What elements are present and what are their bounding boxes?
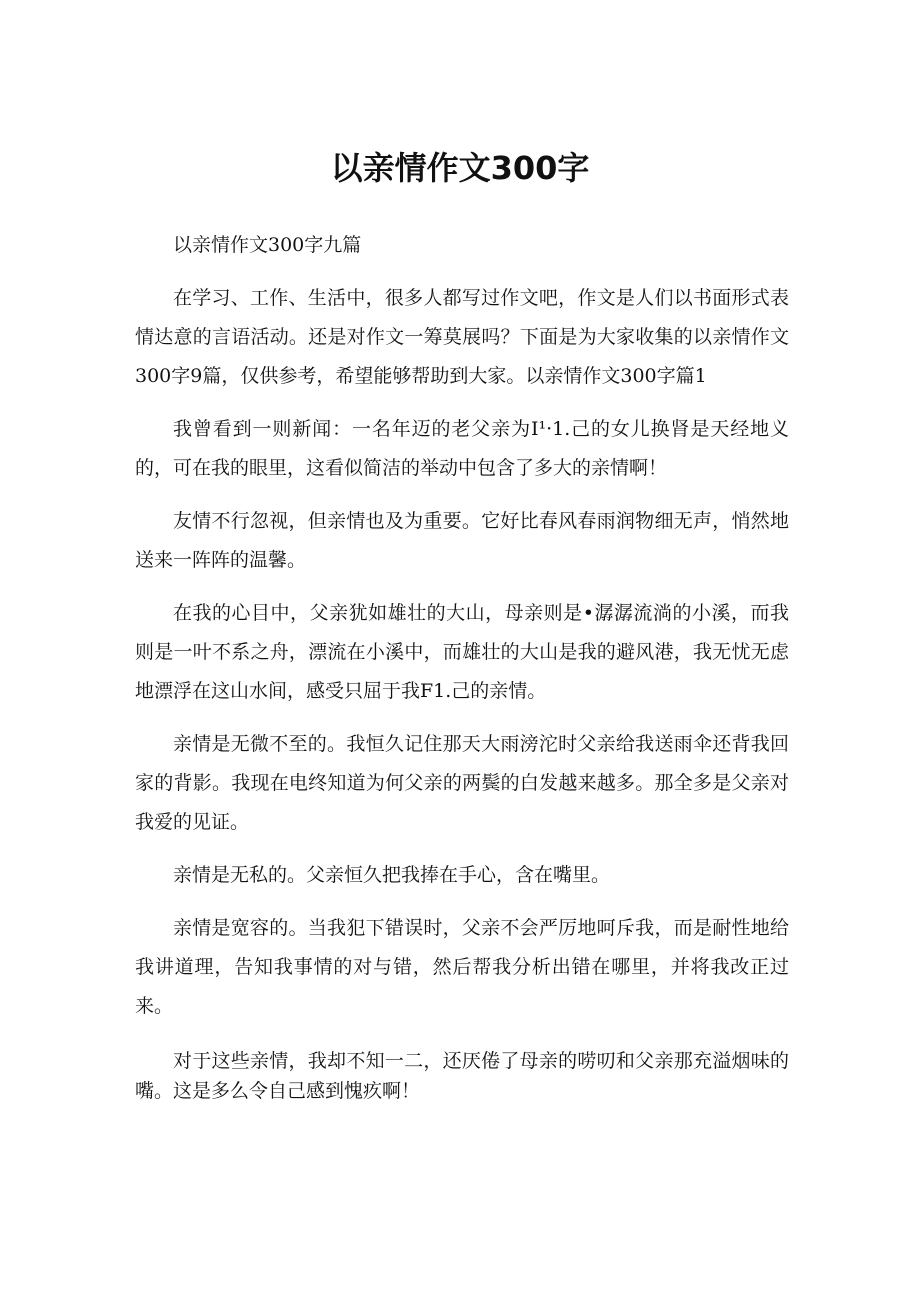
paragraph-intro: 在学习、工作、生活中，很多人都写过作文吧，作文是人们以书面形式表情达意的言语活动。还是对作文一筹莫展吗？下面是为大家收集的以亲情作文300字9篇，仅供参考，希望能够帮助到大家。以亲情作文300字篇1 <box>135 287 789 387</box>
paragraph-news: 我曾看到一则新闻：一名年迈的老父亲为I¹·1.己的女儿换肾是天经地义的，可在我的眼里，这看似简洁的举动中包含了多大的亲情啊！ <box>135 418 789 479</box>
paragraph-friendship: 友情不行忽视，但亲情也及为重要。它好比春风春雨润物细无声，悄然地送来一阵阵的温馨。 <box>135 510 789 571</box>
paragraph-tolerant: 亲情是宽容的。当我犯下错误时，父亲不会严厉地呵斥我，而是耐性地给我讲道理，告知我事情的对与错，然后帮我分析出错在哪里，并将我改正过来。 <box>135 917 789 1017</box>
article-body <box>135 226 789 1120</box>
page-title: 以亲情作文300字 <box>330 149 590 187</box>
paragraph-selfless: 亲情是无私的。父亲恒久把我捧在手心，含在嘴里。 <box>173 864 611 886</box>
paragraph-mountain-stream: 在我的心目中，父亲犹如雄壮的大山，母亲则是•潺潺流淌的小溪，而我则是一叶不系之舟，漂流在小溪中，而雄壮的大山是我的避风港，我无忧无虑地漂浮在这山水间，感受只屈于我F1.己的亲情。 <box>135 602 789 702</box>
paragraph-subtitle: 以亲情作文300字九篇 <box>173 234 362 256</box>
paragraph-umbrella: 亲情是无微不至的。我恒久记住那天大雨滂沱时父亲给我送雨伞还背我回家的背影。我现在电终知道为何父亲的两鬓的白发越来越多。那全多是父亲对我爱的见证。 <box>135 733 789 833</box>
paragraph-conclusion: 对于这些亲情，我却不知一二，还厌倦了母亲的唠叨和父亲那充溢烟味的嘴。这是多么令自己感到愧疚啊！ <box>135 1050 789 1102</box>
